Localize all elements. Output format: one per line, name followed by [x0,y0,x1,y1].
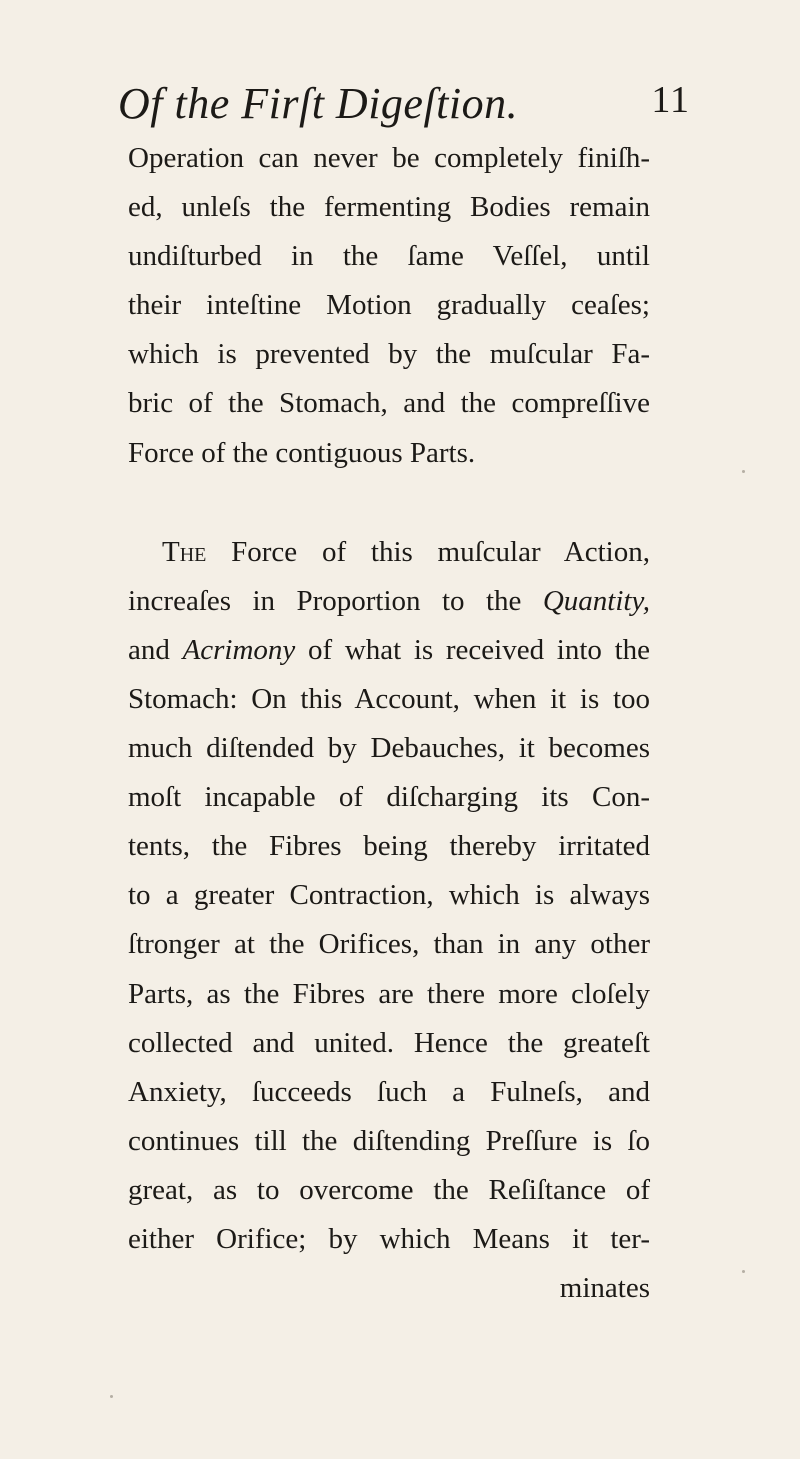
page-number: 11 [651,79,690,121]
italic-term: Quantity, [542,584,650,617]
text-line: either Orifice; by which Means it ter- [128,1222,650,1255]
text-line: Anxiety, ſucceeds ſuch a Fulneſs, and [128,1075,650,1108]
text-line: Parts, as the Fibres are there more cloſely [128,977,650,1010]
paragraph-gap [128,478,650,528]
text-line: collected and united. Hence the greateſt [128,1026,650,1059]
text-span: Force of this muſcular Action, [206,535,650,568]
body-text [128,134,650,1313]
text-line: bric of the Stomach, and the compreſſive [128,387,650,420]
text-line: Operation can never be completely finiſh- [128,142,650,174]
page-header [118,78,698,138]
text-line [128,528,650,577]
text-span: increaſes in Proportion to the [128,584,543,617]
text-span: and [128,633,183,666]
text-line: Stomach: On this Account, when it is too [128,682,650,715]
text-line: which is prevented by the muſcular Fa- [128,338,650,371]
text-line: ed, unleſs the fermenting Bodies remain [128,191,650,224]
text-line [128,626,650,675]
text-line: ſtronger at the Orifices, than in any other [128,928,650,961]
text-line: Force of the contiguous Parts. [128,436,476,469]
paper-speck [110,1395,113,1398]
paper-speck [742,1270,745,1273]
catchword: minates [559,1272,650,1305]
text-line: moſt incapable of diſcharging its Con- [128,781,650,814]
text-line: tents, the Fibres being thereby irritated [128,830,650,863]
smallcaps-opening: The [162,535,207,568]
text-line [128,577,650,626]
paper-speck [742,470,745,473]
italic-term: Acrimony [182,633,296,666]
text-line: continues till the diſtending Preſſure is ſo [128,1124,650,1157]
text-line: great, as to overcome the Reſiſtance of [128,1173,650,1206]
text-line: to a greater Contraction, which is always [128,879,650,912]
text-line: their inteſtine Motion gradually ceaſes; [128,289,650,322]
text-line: undiſturbed in the ſame Veſſel, until [128,240,650,273]
text-span: of what is received into the [295,633,650,666]
text-line: much diſtended by Debauches, it becomes [128,732,650,765]
running-title: Of the Firſt Digeſtion. [118,79,519,128]
